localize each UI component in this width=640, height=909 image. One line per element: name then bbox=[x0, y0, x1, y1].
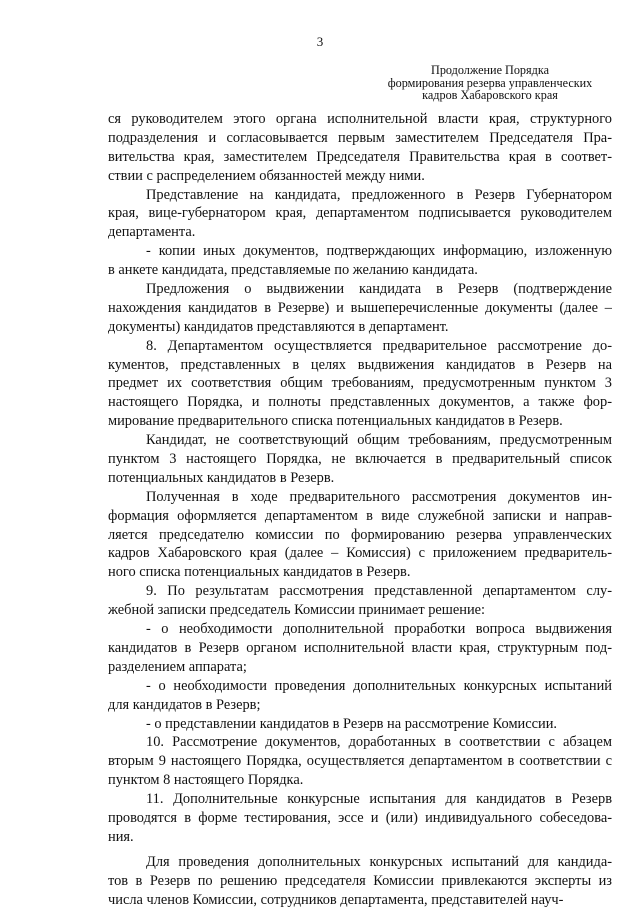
text-line: - о необходимости проведения дополнительных конкурсных испытаний bbox=[146, 677, 612, 694]
running-header bbox=[372, 64, 608, 102]
text-line: проводятся в форме тестирования, эссе и (или) индивидуального собеседова- bbox=[108, 809, 612, 826]
header-line: формирования резерва управленческих bbox=[387, 75, 593, 90]
page-number: 3 bbox=[316, 34, 324, 49]
text-line: ного списка потенциальных кандидатов в Резерв. bbox=[108, 564, 411, 581]
text-line: ния. bbox=[108, 828, 134, 845]
text-line: кандидатов в Резерв органом исполнительной власти края, структурным под- bbox=[108, 639, 612, 656]
text-line: вторым 9 настоящего Порядка, осуществляется департаментом в соответствии с bbox=[108, 753, 612, 770]
header-line: Продолжение Порядка bbox=[431, 63, 549, 77]
paragraph bbox=[108, 242, 612, 280]
text-line: потенциальных кандидатов в Резерв. bbox=[108, 469, 335, 486]
text-line: ствии с распределением обязанностей между ними. bbox=[108, 167, 425, 184]
text-line: предмет их соответствия общим требованиям, предусмотренным пунктом 3 bbox=[108, 375, 612, 392]
paragraph bbox=[108, 733, 612, 790]
text-line: подразделения и согласовывается первым заместителем Председателя Пра- bbox=[108, 129, 612, 146]
text-line: жебной записки председатель Комиссии принимает решение: bbox=[108, 602, 486, 619]
paragraph bbox=[108, 853, 612, 909]
text-line: - о представлении кандидатов в Резерв на рассмотрение Комиссии. bbox=[146, 715, 558, 732]
text-line: тов в Резерв по решению председателя Комиссии привлекаются эксперты из bbox=[108, 872, 612, 889]
header-line: кадров Хабаровского края bbox=[422, 88, 558, 103]
text-line: документы) кандидатов представляются в департамент. bbox=[108, 318, 449, 335]
text-line: Представление на кандидата, предложенного в Резерв Губернатором bbox=[146, 186, 612, 203]
text-line: Предложения о выдвижении кандидата в Резерв (подтверждение bbox=[146, 281, 612, 298]
text-line: настоящего Порядка, и полноты представленных документов, а также фор- bbox=[108, 394, 612, 411]
text-line: - копии иных документов, подтверждающих информацию, изложенную bbox=[146, 243, 612, 260]
paragraph bbox=[108, 488, 612, 582]
paragraph bbox=[108, 431, 612, 488]
text-line: в анкете кандидата, представляемые по желанию кандидата. bbox=[108, 262, 478, 279]
text-line: формация оформляется департаментом в виде служебной записки и направ- bbox=[108, 507, 612, 524]
text-line: Для проведения дополнительных конкурсных испытаний для кандида- bbox=[146, 853, 612, 870]
text-line: 9. По результатам рассмотрения представленной департаментом слу- bbox=[146, 583, 612, 600]
text-line: нахождения кандидатов в Резерве) и вышеперечисленные документы (далее – bbox=[108, 299, 612, 316]
paragraph bbox=[108, 582, 612, 620]
text-line: 8. Департаментом осуществляется предварительное рассмотрение до- bbox=[146, 337, 612, 354]
text-line: - о необходимости дополнительной проработки вопроса выдвижения bbox=[146, 621, 612, 638]
text-line: ляется председателю комиссии по формированию резерва управленческих bbox=[108, 526, 612, 543]
text-line: 11. Дополнительные конкурсные испытания для кандидатов в Резерв bbox=[146, 791, 612, 808]
text-line: Полученная в ходе предварительного рассмотрения документов ин- bbox=[146, 488, 612, 505]
text-line: 10. Рассмотрение документов, доработанных в соответствии с абзацем bbox=[146, 734, 612, 751]
text-line: департамента. bbox=[108, 224, 196, 241]
text-line: Кандидат, не соответствующий общим требованиям, предусмотренным bbox=[146, 432, 612, 449]
text-line: для кандидатов в Резерв; bbox=[108, 696, 261, 713]
paragraph bbox=[108, 677, 612, 715]
text-line: пунктом 8 настоящего Порядка. bbox=[108, 772, 304, 789]
text-line: вительства края, заместителем Председателя Правительства края в соответ- bbox=[108, 148, 612, 165]
paragraph bbox=[108, 186, 612, 243]
text-line: кументов, представленных в целях выдвижения кандидатов в Резерв на bbox=[108, 356, 612, 373]
text-line: мирование предварительного списка потенциальных кандидатов в Резерв. bbox=[108, 413, 563, 430]
text-line: числа членов Комиссии, сотрудников департамента, представителей науч- bbox=[108, 891, 564, 908]
paragraph bbox=[108, 337, 612, 431]
paragraph bbox=[108, 620, 612, 677]
paragraph bbox=[108, 715, 612, 734]
text-line: ся руководителем этого органа исполнительной власти края, структурного bbox=[108, 111, 612, 127]
paragraph bbox=[108, 110, 612, 186]
paragraph bbox=[108, 280, 612, 337]
text-line: пунктом 3 настоящего Порядка, не включается в предварительный список bbox=[108, 451, 612, 468]
text-line: края, вице-губернатором края, департаментом подписывается руководителем bbox=[108, 205, 612, 222]
paragraph bbox=[108, 790, 612, 847]
document-body bbox=[108, 110, 612, 909]
text-line: кадров Хабаровского края (далее – Комиссия) с приложением предваритель- bbox=[108, 545, 612, 562]
text-line: разделением аппарата; bbox=[108, 658, 247, 675]
